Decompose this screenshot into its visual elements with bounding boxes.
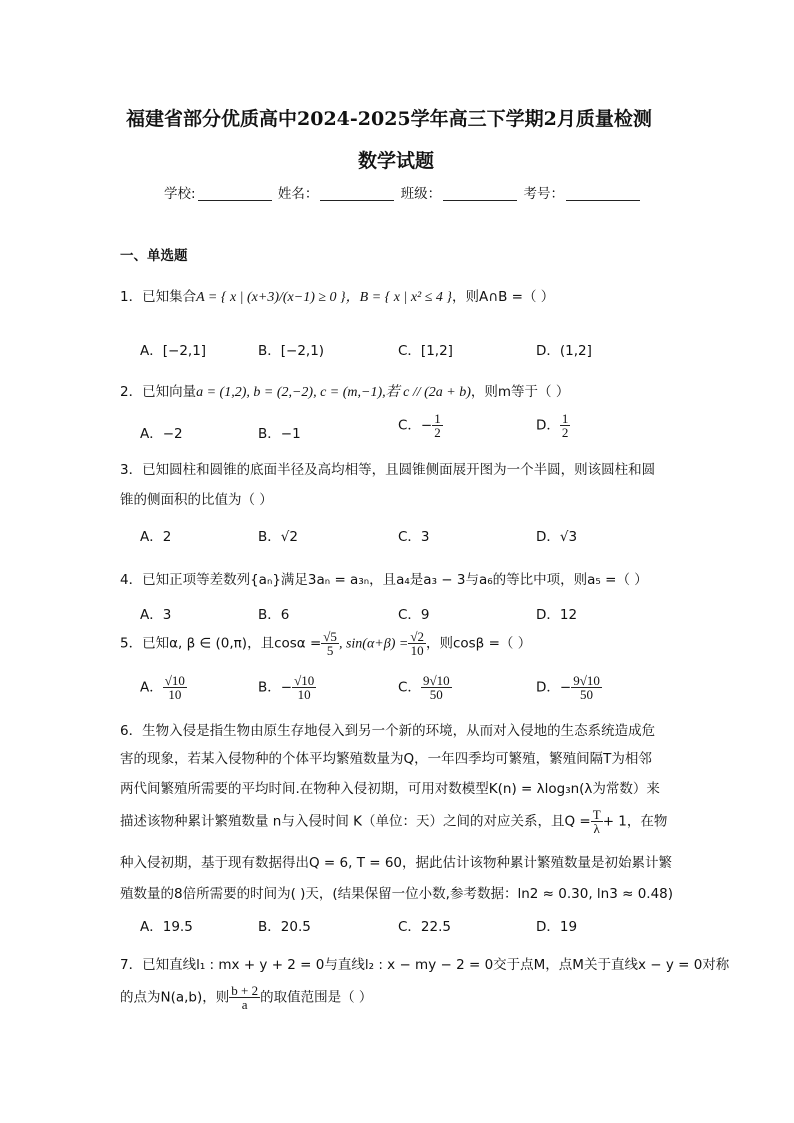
exam-subtitle: 数学试题 bbox=[358, 150, 435, 172]
q5-a-label: A． bbox=[140, 679, 163, 696]
q1-option-d[interactable]: D．(1,2] bbox=[536, 343, 592, 359]
q5-cos-fraction bbox=[321, 630, 339, 657]
q3-line-2: 锥的侧面积的比值为（ ） bbox=[120, 492, 273, 508]
q2-option-d[interactable] bbox=[536, 412, 570, 439]
q3-line-1: 3．已知圆柱和圆锥的底面半径及高均相等，且圆锥侧面展开图为一个半圆，则该圆柱和圆 bbox=[120, 462, 656, 478]
q5-a-fraction bbox=[163, 674, 187, 701]
class-blank bbox=[443, 187, 517, 201]
q5-mid: , sin(α+β) = bbox=[338, 636, 409, 652]
q2-vectors: a = (1,2), b = (2,−2), c = (m,−1),若 c // (2a + b) bbox=[196, 385, 471, 400]
q5-c-num: 9√10 bbox=[422, 673, 450, 688]
q2-tail: ，则m等于（ ） bbox=[470, 384, 570, 400]
q3-option-c[interactable]: C．3 bbox=[398, 529, 430, 545]
q5-b-fraction bbox=[292, 674, 316, 701]
q5-b-den: 10 bbox=[297, 687, 311, 702]
q5-sin-num: √2 bbox=[410, 629, 424, 644]
q7-line-2a: 的点为N(a,b)，则 bbox=[120, 989, 230, 1006]
q2-c-num: 1 bbox=[434, 411, 441, 426]
q6-option-a[interactable]: A．19.5 bbox=[140, 919, 193, 935]
school-blank bbox=[198, 187, 272, 201]
q7-line-2b: 的取值范围是（ ） bbox=[260, 989, 373, 1006]
q5-option-c[interactable] bbox=[398, 674, 452, 701]
q1-option-c[interactable]: C．[1,2] bbox=[398, 343, 453, 359]
q7-fraction bbox=[229, 984, 260, 1011]
q2-option-d-fraction bbox=[560, 412, 571, 439]
q2-option-b[interactable]: B．−1 bbox=[258, 426, 301, 442]
q5-c-label: C． bbox=[398, 679, 421, 696]
q7-line-1: 7．已知直线l₁ : mx + y + 2 = 0与直线l₂ : x − my − 2 = 0交于点M，点M关于直线x − y = 0对称 bbox=[120, 957, 730, 973]
q4-option-b[interactable]: B．6 bbox=[258, 607, 290, 623]
q6-line-6: 殖数量的8倍所需要的时间为( )天，(结果保留一位小数,参考数据：ln2 ≈ 0.30, ln3 ≈ 0.48) bbox=[120, 886, 674, 902]
q3-option-a[interactable]: A．2 bbox=[140, 529, 172, 545]
q5-a-den: 10 bbox=[168, 687, 182, 702]
q6-line-5: 种入侵初期，基于现有数据得出Q = 6, T = 60，据此估计该物种累计繁殖数量是初始累计繁 bbox=[120, 855, 673, 871]
q7-num: b + 2 bbox=[231, 983, 259, 998]
q2-option-a[interactable]: A．−2 bbox=[140, 426, 183, 442]
q4-option-a[interactable]: A．3 bbox=[140, 607, 172, 623]
q5-d-den: 50 bbox=[580, 687, 594, 702]
q5-text: 5．已知α, β ∈ (0,π)，且cosα = bbox=[120, 635, 322, 652]
q1-tail: ，则A∩B =（ ） bbox=[452, 289, 555, 305]
q5-c-den: 50 bbox=[429, 687, 443, 702]
question-2 bbox=[120, 380, 569, 401]
question-5 bbox=[120, 630, 531, 657]
q1-set-b: ，B = { x | x² ≤ 4 } bbox=[345, 290, 453, 305]
q6-option-d[interactable]: D．19 bbox=[536, 919, 578, 935]
q6-option-c[interactable]: C．22.5 bbox=[398, 919, 451, 935]
q5-d-fraction bbox=[571, 674, 602, 701]
q1-set-a: A = { x | (x+3)/(x−1) ≥ 0 } bbox=[196, 290, 346, 305]
q5-d-num: 9√10 bbox=[573, 673, 600, 688]
class-label: 班级： bbox=[400, 186, 442, 202]
q5-tail: ，则cosβ =（ ） bbox=[425, 635, 532, 652]
q5-option-d[interactable] bbox=[536, 674, 602, 701]
q4-option-d[interactable]: D．12 bbox=[536, 607, 578, 623]
q4-option-c[interactable]: C．9 bbox=[398, 607, 430, 623]
q3-option-b[interactable]: B．√2 bbox=[258, 529, 298, 545]
q5-d-label: D．− bbox=[536, 679, 572, 696]
q5-sin-fraction bbox=[408, 630, 426, 657]
q2-option-c[interactable] bbox=[398, 412, 443, 439]
q6-q-den: λ bbox=[593, 821, 600, 836]
q6-line-3: 两代间繁殖所需要的平均时间.在物种入侵初期，可用对数模型K(n) = λlog₃n(λ为常数）来 bbox=[120, 781, 660, 797]
q1-text: 1．已知集合 bbox=[120, 289, 197, 305]
section-heading: 一、单选题 bbox=[120, 248, 188, 264]
q5-b-label: B．− bbox=[258, 679, 293, 696]
q2-text: 2．已知向量 bbox=[120, 384, 197, 400]
q2-option-c-label: C．− bbox=[398, 417, 433, 434]
q6-q-num: T bbox=[592, 807, 601, 822]
q5-sin-den: 10 bbox=[410, 643, 424, 658]
q6-line-2: 害的现象，若某入侵物种的个体平均繁殖数量为Q，一年四季均可繁殖，繁殖间隔T为相邻 bbox=[120, 751, 652, 767]
q3-option-d[interactable]: D．√3 bbox=[536, 529, 578, 545]
q6-option-b[interactable]: B．20.5 bbox=[258, 919, 311, 935]
name-blank bbox=[320, 187, 394, 201]
q6-line-4 bbox=[120, 808, 667, 835]
question-4: 4．已知正项等差数列{aₙ}满足3aₙ = a₃ₙ，且a₄是a₃ − 3与a₆的等比中项，则a₅ =（ ） bbox=[120, 572, 648, 588]
q5-a-num: √10 bbox=[164, 673, 185, 688]
question-1 bbox=[120, 285, 554, 306]
q2-c-den: 2 bbox=[434, 425, 441, 440]
q5-option-b[interactable] bbox=[258, 674, 316, 701]
q7-den: a bbox=[241, 997, 248, 1012]
q2-d-den: 2 bbox=[561, 425, 569, 440]
q2-option-d-label: D． bbox=[536, 417, 560, 434]
info-line bbox=[164, 182, 642, 202]
q5-b-num: √10 bbox=[294, 673, 315, 688]
q6-line-1: 6．生物入侵是指生物由原生存地侵入到另一个新的环境，从而对入侵地的生态系统造成危 bbox=[120, 723, 656, 739]
q6-line-4a: 描述该物种累计繁殖数量 n与入侵时间 K（单位：天）之间的对应关系，且Q = bbox=[120, 813, 591, 830]
exam-title: 福建省部分优质高中2024-2025学年高三下学期2月质量检测 bbox=[126, 108, 652, 130]
school-label: 学校: bbox=[164, 186, 196, 202]
number-blank bbox=[566, 187, 640, 201]
q2-d-num: 1 bbox=[561, 411, 569, 426]
q5-option-a[interactable] bbox=[140, 674, 187, 701]
q5-c-fraction bbox=[421, 674, 452, 701]
q6-line-4b: + 1，在物 bbox=[602, 813, 668, 830]
q5-cos-den: 5 bbox=[326, 643, 334, 658]
name-label: 姓名： bbox=[277, 186, 319, 202]
q1-option-b[interactable]: B．[−2,1) bbox=[258, 343, 325, 359]
q1-option-a[interactable]: A．[−2,1] bbox=[140, 343, 207, 359]
number-label: 考号： bbox=[523, 186, 564, 202]
q7-line-2 bbox=[120, 984, 372, 1011]
q5-cos-num: √5 bbox=[323, 629, 337, 644]
q6-q-fraction bbox=[591, 808, 603, 835]
q2-option-c-fraction bbox=[432, 412, 443, 439]
